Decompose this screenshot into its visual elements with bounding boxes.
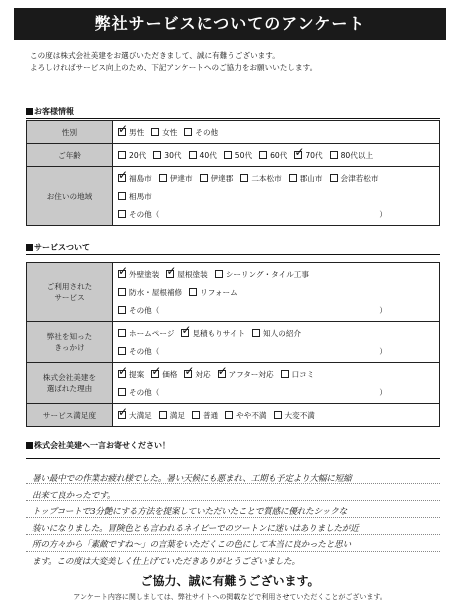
checkbox-option[interactable] (330, 173, 379, 184)
reason-label: 株式会社美建を 選ばれた理由 (27, 363, 113, 404)
age-options (118, 146, 434, 164)
area-other-checkbox[interactable] (118, 210, 126, 218)
checkbox-option[interactable] (118, 369, 144, 380)
checkbox-option[interactable] (151, 127, 177, 138)
checkbox-option[interactable] (281, 369, 315, 380)
survey-title: 弊社サービスについてのアンケート (14, 8, 446, 40)
checkbox-option[interactable] (159, 410, 185, 421)
checkbox-label: 男性 (129, 127, 145, 137)
checkbox-icon[interactable] (118, 192, 126, 200)
checkbox-label: 外壁塗装 (129, 269, 160, 279)
checkbox-icon[interactable] (184, 128, 192, 136)
checkbox-icon[interactable] (118, 288, 126, 296)
close-paren: ） (379, 305, 387, 315)
checkbox-icon[interactable] (200, 174, 208, 182)
know-options-row-1 (118, 324, 434, 342)
used-other-row (118, 301, 434, 319)
area-options-row-2 (118, 187, 434, 205)
checkbox-label: 対応 (195, 369, 211, 379)
checkbox-label: シーリング・タイル工事 (225, 269, 309, 279)
checkbox-icon[interactable] (330, 151, 338, 159)
checkbox-icon[interactable] (118, 329, 126, 337)
checkbox-option[interactable] (218, 369, 274, 380)
checkbox-label: 防水・屋根補修 (129, 287, 183, 297)
checkbox-option[interactable] (200, 173, 234, 184)
checkbox-option[interactable] (151, 369, 177, 380)
checkbox-option[interactable] (294, 150, 322, 161)
checkbox-label: 見積もりサイト (192, 328, 246, 338)
close-paren: ） (379, 209, 387, 219)
checkbox-label: 二本松市 (251, 173, 282, 183)
satisfaction-options (118, 406, 434, 424)
checkbox-label: 70代 (305, 150, 323, 160)
intro-text (30, 50, 440, 74)
checkbox-label: 60代 (270, 150, 288, 160)
checkbox-label: 福島市 (129, 173, 152, 183)
checkbox-option[interactable] (189, 150, 217, 161)
checked-checkbox-icon[interactable] (118, 270, 126, 278)
age-label: ご年齢 (27, 144, 113, 167)
checkbox-option[interactable] (118, 191, 152, 202)
checkbox-label: 50代 (234, 150, 253, 160)
checked-checkbox-icon[interactable] (118, 411, 126, 419)
checkbox-option[interactable] (215, 269, 309, 280)
reason-other-label: その他（ (129, 387, 160, 397)
customer-info-table (26, 120, 440, 226)
checkbox-icon[interactable] (330, 174, 338, 182)
used-options-row-1 (118, 265, 434, 283)
checkbox-icon[interactable] (159, 411, 167, 419)
thanks-message: ご協力、誠に有難うございます。 (140, 574, 320, 588)
square-bullet-icon (26, 244, 33, 251)
service-section-heading: サービスついて (26, 242, 90, 253)
checked-checkbox-icon[interactable] (181, 329, 189, 337)
close-paren: ） (379, 387, 387, 397)
checkbox-icon[interactable] (159, 174, 167, 182)
checkbox-label: 知人の紹介 (263, 328, 302, 338)
checkbox-option[interactable] (184, 369, 210, 380)
reason-other-row (118, 383, 434, 401)
checkbox-option[interactable] (274, 410, 315, 421)
checkbox-label: 普通 (202, 410, 219, 420)
footer-note: アンケート内容に関しましては、弊社サイトへの掲載などで利用させていただくことがございます。 (73, 593, 387, 601)
checkbox-label: 40代 (199, 150, 217, 160)
checked-checkbox-icon[interactable] (118, 128, 126, 136)
checkbox-label: 口コミ (291, 369, 315, 379)
checkbox-icon[interactable] (189, 151, 197, 159)
used-other-checkbox[interactable] (118, 306, 126, 314)
know-other-checkbox[interactable] (118, 347, 126, 355)
checkbox-option[interactable] (118, 410, 152, 421)
checkbox-label: 大変不満 (284, 410, 315, 420)
checkbox-option[interactable] (259, 150, 287, 161)
square-bullet-icon (26, 108, 33, 115)
checkbox-icon[interactable] (189, 288, 197, 296)
used-options-row-2 (118, 283, 434, 301)
checkbox-label: 郡山市 (299, 173, 323, 183)
checkbox-option[interactable] (118, 127, 144, 138)
comment-line: 暑い最中での作業お疲れ様でした。暑い天候にも悪まれ、工期も予定より大幅に短縮 (32, 474, 352, 484)
checkbox-option[interactable] (184, 127, 218, 138)
checkbox-icon[interactable] (240, 174, 248, 182)
comment-line: 出来て良かったです。 (32, 490, 116, 501)
checkbox-label: 大満足 (129, 410, 152, 420)
checkbox-label: 30代 (164, 150, 182, 160)
handwritten-comment (32, 471, 436, 571)
intro-line-1: この度は株式会社美建をお選びいただきまして、誠に有難うございます。 (30, 51, 280, 60)
checkbox-label: 提案 (129, 369, 145, 379)
know-other-row (118, 342, 434, 360)
checkbox-icon[interactable] (289, 174, 297, 182)
checkbox-icon[interactable] (118, 151, 126, 159)
checkbox-option[interactable] (118, 173, 152, 184)
checkbox-label: 伊達郡 (210, 173, 234, 183)
comment-line: 所の方々から「素敵ですね～」の言葉をいただくこの色にして本当に良かったと思い (32, 540, 351, 551)
checked-checkbox-icon[interactable] (118, 370, 126, 378)
checkbox-option[interactable] (118, 269, 159, 280)
comment-box[interactable] (26, 458, 440, 566)
checkbox-label: 20代 (129, 150, 147, 160)
service-table (26, 262, 440, 427)
checked-checkbox-icon[interactable] (151, 370, 159, 378)
checked-checkbox-icon[interactable] (118, 174, 126, 182)
checkbox-icon[interactable] (259, 151, 267, 159)
checkbox-icon[interactable] (215, 270, 223, 278)
reason-options-row-1 (118, 365, 434, 383)
checkbox-label: その他 (195, 127, 219, 137)
checkbox-icon[interactable] (151, 128, 159, 136)
checkbox-icon[interactable] (274, 411, 282, 419)
checkbox-icon[interactable] (224, 151, 232, 159)
checkbox-option[interactable] (225, 410, 266, 421)
checkbox-label: リフォーム (200, 287, 238, 297)
intro-line-2: よろしければサービス向上のため、下記アンケートへのご協力をお願いいたします。 (30, 63, 318, 72)
checkbox-option[interactable] (181, 328, 245, 339)
area-label: お住いの地域 (27, 167, 113, 226)
checkbox-option[interactable] (159, 173, 193, 184)
customer-section-heading: お客様情報 (26, 106, 74, 117)
checkbox-label: 会津若松市 (340, 173, 379, 183)
checkbox-option[interactable] (330, 150, 373, 161)
used-other-label: その他（ (129, 305, 160, 315)
section-rule (26, 254, 440, 255)
comment-line: トップコートで3分艶にする方法を提案していただいたことで質感に優れたシックな (32, 507, 347, 518)
area-other-label: その他（ (129, 209, 160, 219)
checkbox-option[interactable] (289, 173, 323, 184)
comment-line: ます。この度は大変美しく仕上げていただきありがとうございました。 (32, 556, 300, 567)
comment-line: 装いになりました。冒険色とも言われるネイビーでのツートンに迷いはありましたが近 (32, 523, 359, 534)
checkbox-icon[interactable] (192, 411, 200, 419)
checkbox-option[interactable] (252, 328, 301, 339)
checkbox-icon[interactable] (153, 151, 161, 159)
checkbox-label: ホームページ (129, 328, 175, 338)
know-label: 弊社を知った きっかけ (27, 322, 113, 363)
know-other-label: その他（ (129, 346, 160, 356)
checkbox-label: 80代以上 (340, 150, 374, 160)
checkbox-icon[interactable] (252, 329, 260, 337)
section-rule (26, 118, 440, 119)
reason-other-checkbox[interactable] (118, 388, 126, 396)
checkbox-option[interactable] (166, 269, 207, 280)
checkbox-label: 価格 (162, 369, 178, 379)
area-other-row (118, 205, 434, 223)
checkbox-label: 相馬市 (129, 191, 152, 201)
checkbox-icon[interactable] (225, 411, 233, 419)
checked-checkbox-icon[interactable] (166, 270, 174, 278)
checkbox-option[interactable] (189, 287, 238, 298)
close-paren: ） (379, 346, 387, 356)
checkbox-option[interactable] (153, 150, 181, 161)
area-options-row-1 (118, 169, 434, 187)
checkbox-icon[interactable] (281, 370, 289, 378)
checkbox-label: 伊達市 (169, 173, 193, 183)
checkbox-label: アフター対応 (228, 369, 274, 379)
checked-checkbox-icon[interactable] (294, 151, 302, 159)
checkbox-label: 満足 (169, 410, 185, 420)
checkbox-option[interactable] (192, 410, 218, 421)
checkbox-option[interactable] (240, 173, 281, 184)
comment-section-heading: 株式会社美建へ一言お寄せください！ (26, 440, 170, 451)
checkbox-label: やや不満 (236, 410, 267, 420)
gender-options (118, 123, 434, 141)
used-service-label: ご利用された サービス (27, 263, 113, 322)
checkbox-label: 屋根塗装 (177, 269, 208, 279)
checkbox-option[interactable] (118, 328, 174, 339)
gender-label: 性別 (27, 121, 113, 144)
square-bullet-icon (26, 442, 33, 449)
satisfaction-label: サービス満足度 (27, 404, 113, 427)
checked-checkbox-icon[interactable] (218, 370, 226, 378)
checkbox-option[interactable] (224, 150, 252, 161)
checkbox-option[interactable] (118, 150, 146, 161)
checkbox-label: 女性 (162, 127, 178, 137)
checked-checkbox-icon[interactable] (184, 370, 192, 378)
checkbox-option[interactable] (118, 287, 182, 298)
